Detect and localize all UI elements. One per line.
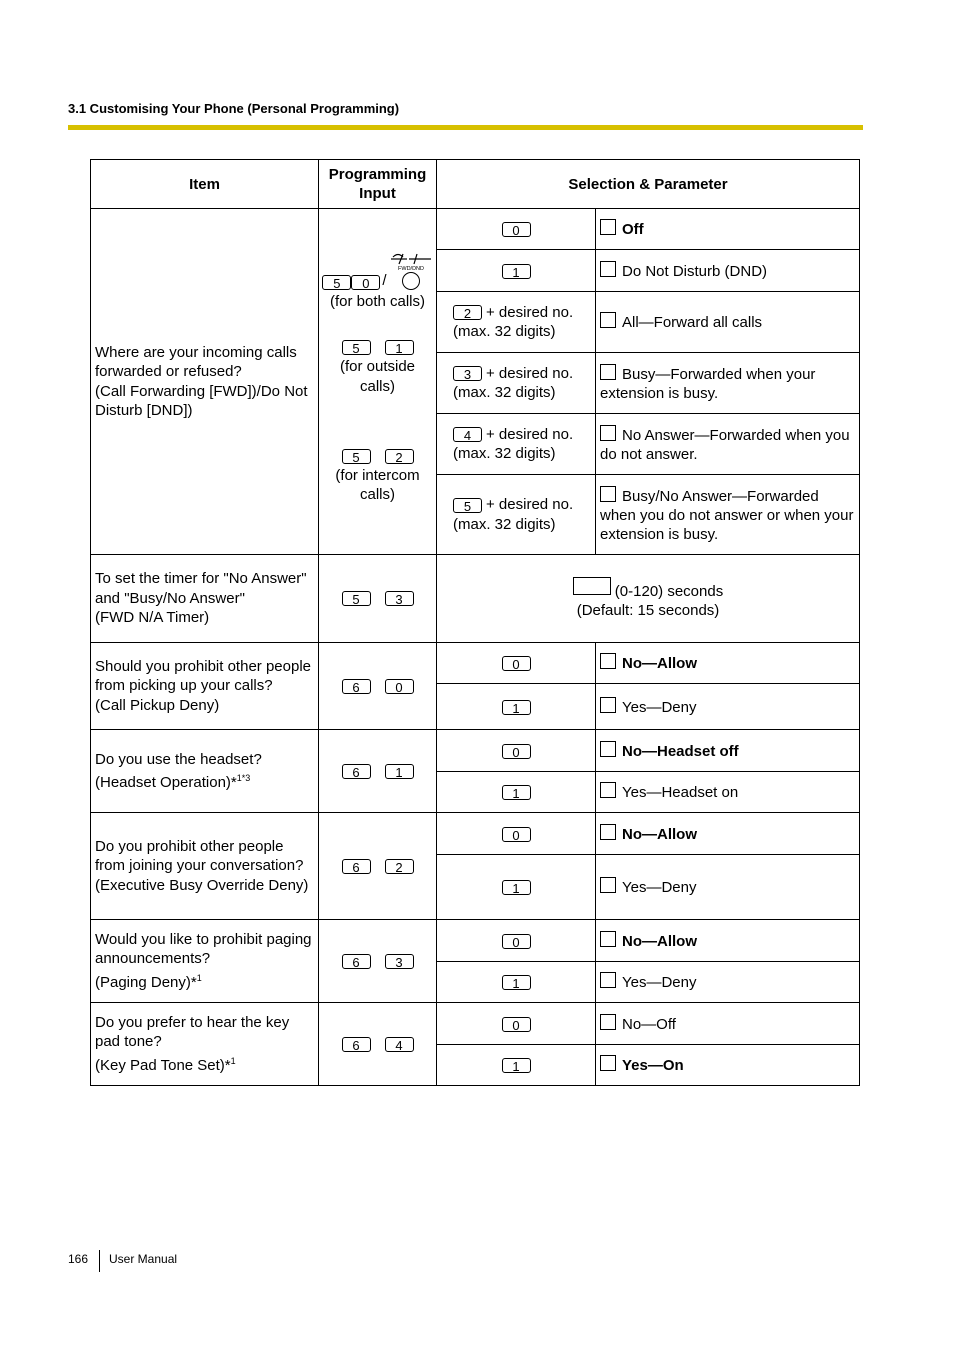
option-key-cell [437,962,596,1003]
checkbox-icon[interactable] [600,1014,616,1030]
option-label-cell [596,353,860,414]
option-key-cell [437,414,596,475]
option-label-cell [596,475,860,555]
option-key-cell [437,772,596,813]
footer-divider [99,1250,100,1272]
fwd-dnd-label: FWD/DND [397,265,424,272]
option-label-cell [596,772,860,813]
key: 0 [502,222,531,237]
checkbox-icon[interactable] [600,425,616,441]
prog-headset [319,730,437,813]
key: 4 [385,1037,414,1052]
key: 0 [351,275,380,290]
checkbox-icon[interactable] [600,219,616,235]
key: 3 [453,366,482,381]
option-label-cell [596,414,860,475]
key: 1 [385,764,414,779]
checkbox-icon[interactable] [600,312,616,328]
key: 5 [342,591,371,606]
key: 5 [453,498,482,513]
option-label-cell [596,292,860,353]
option-key-cell [437,209,596,250]
option-label: All—Forward all calls [622,314,763,331]
col-header-item: Item [91,160,319,209]
section-header: 3.1 Customising Your Phone (Personal Programming) [68,101,400,116]
table-row [91,209,860,250]
option-label: Yes—Deny [622,879,697,896]
checkbox-icon[interactable] [600,824,616,840]
prog-both [319,251,436,312]
option-label-cell [596,250,860,292]
option-label-cell [596,209,860,250]
key: 0 [502,934,531,949]
prog-override [319,813,437,920]
table-row [91,555,860,643]
footnote-ref: 1*3 [236,773,251,783]
item-subtext: (Call Pickup Deny) [95,696,220,714]
key: 0 [385,679,414,694]
key: 1 [502,1058,531,1073]
table-row [91,643,860,684]
footer-title: User Manual [109,1252,178,1266]
item-fwd [91,209,319,555]
option-label: Yes—On [622,1057,684,1074]
item-paging [91,920,319,1003]
option-label-cell [596,730,860,772]
key: 1 [385,340,414,355]
item-keytone [91,1003,319,1086]
item-subtext: (Key Pad Tone Set)* [95,1056,231,1074]
table-row [91,730,860,772]
key: 1 [502,264,531,279]
option-key-cell [437,475,596,555]
option-key-cell [437,292,596,353]
key: 6 [342,954,371,969]
option-key-cell [437,813,596,855]
checkbox-icon[interactable] [600,782,616,798]
option-key-cell [437,920,596,962]
item-timer [91,555,319,643]
key: 1 [502,785,531,800]
key: 0 [502,656,531,671]
prog-timer [319,555,437,643]
item-headset [91,730,319,813]
option-suffix: + desired no. (max. 32 digits) [453,364,574,401]
key: 1 [502,700,531,715]
checkbox-icon[interactable] [600,697,616,713]
option-label-cell [596,920,860,962]
key: 0 [502,1017,531,1032]
option-label: Yes—Headset on [622,784,739,801]
key: 1 [502,975,531,990]
option-suffix: + desired no. (max. 32 digits) [453,425,574,462]
checkbox-icon[interactable] [600,972,616,988]
item-subtext: (Paging Deny)* [95,973,197,991]
footnote-ref: 1 [196,972,202,983]
option-label: Busy—Forwarded when your extension is busy. [600,365,816,402]
key: 2 [453,305,482,320]
item-text: Should you prohibit other people from picking up your calls? [95,657,311,695]
item-text: Do you use the headset? [95,750,262,768]
table-row [91,1003,860,1045]
timer-range: (0-120) seconds [614,582,724,600]
slash: / [382,271,387,289]
option-label: No—Headset off [622,742,739,760]
option-label-cell [596,813,860,855]
option-label: No—Allow [622,932,697,950]
key: 6 [342,679,371,694]
option-label: No Answer—Forwarded when you do not answer. [600,426,850,463]
item-pickup [91,643,319,730]
prog-note: (for outside calls) [339,358,416,395]
key: 0 [502,827,531,842]
key: 6 [342,764,371,779]
option-key-cell [437,1003,596,1045]
checkbox-icon[interactable] [600,261,616,277]
key: 3 [385,954,414,969]
option-key-cell [437,1045,596,1086]
page-number: 166 [68,1252,89,1266]
item-subtext: (Executive Busy Override Deny) [95,876,309,894]
key: 6 [342,859,371,874]
option-key-cell [437,643,596,684]
fwd-dnd-button [387,251,433,291]
key: 2 [385,449,414,464]
footnote-ref: 1 [230,1055,236,1066]
option-key-cell [437,730,596,772]
fwd-dnd-icon [387,251,433,293]
option-label: Busy/No Answer—Forwarded when you do not answer or when your extension is busy. [600,487,854,543]
option-label-cell [596,962,860,1003]
item-subtext: (Headset Operation)* [95,774,237,791]
option-label-cell [596,1003,860,1045]
option-key-cell [437,250,596,292]
option-label-cell [596,855,860,920]
timer-selection [437,555,860,643]
item-text: Where are your incoming calls forwarded or refused? [95,343,297,380]
key: 0 [502,744,531,759]
option-label: Off [622,221,644,238]
table-row [91,920,860,962]
option-label: Yes—Deny [622,974,697,991]
checkbox-icon[interactable] [600,1055,616,1071]
item-text: Do you prohibit other people from joining your conversation? [95,837,304,875]
prog-intercom [319,446,436,505]
programming-table [90,159,860,1086]
prog-keytone [319,1003,437,1086]
key: 4 [453,427,482,442]
table-row [91,813,860,855]
prog-paging [319,920,437,1003]
checkbox-icon[interactable] [600,653,616,669]
header-rule [68,125,863,130]
option-key-cell [437,353,596,414]
checkbox-icon[interactable] [600,486,616,502]
item-subtext: (Call Forwarding [FWD])/Do Not Disturb [DND]) [95,382,308,419]
option-label-cell [596,643,860,684]
key: 2 [385,859,414,874]
key: 5 [342,449,371,464]
option-key-cell [437,855,596,920]
option-label-cell [596,1045,860,1086]
key: 5 [322,275,351,290]
seconds-input[interactable] [573,577,611,595]
col-header-programming: Programming Input [319,160,437,209]
item-text: Would you like to prohibit paging announcements? [95,930,312,968]
option-label: Yes—Deny [622,698,697,716]
option-label: No—Allow [622,655,697,672]
item-text: To set the timer for "No Answer" and "Busy/No Answer" [95,570,307,607]
checkbox-icon[interactable] [600,877,616,893]
option-label-cell [596,684,860,730]
option-label: No—Allow [622,825,697,843]
option-suffix: + desired no. (max. 32 digits) [453,496,574,533]
prog-note: (for intercom calls) [335,466,420,503]
col-header-selection: Selection & Parameter [437,160,860,209]
checkbox-icon[interactable] [600,364,616,380]
prog-fwd [319,209,437,555]
key: 1 [502,880,531,895]
prog-pickup [319,643,437,730]
timer-default: (Default: 15 seconds) [576,602,720,619]
option-suffix: + desired no. (max. 32 digits) [453,303,574,340]
option-key-cell [437,684,596,730]
table-header-row [91,160,860,209]
key: 6 [342,1037,371,1052]
prog-note: (for both calls) [329,293,426,310]
item-subtext: (FWD N/A Timer) [95,609,210,627]
item-text: Do you prefer to hear the key pad tone? [95,1013,290,1051]
key: 5 [342,340,371,355]
prog-outside [319,338,436,397]
checkbox-icon[interactable] [600,931,616,947]
option-label: Do Not Disturb (DND) [622,262,768,280]
key: 3 [385,591,414,606]
checkbox-icon[interactable] [600,741,616,757]
item-override [91,813,319,920]
option-label: No—Off [622,1015,676,1033]
